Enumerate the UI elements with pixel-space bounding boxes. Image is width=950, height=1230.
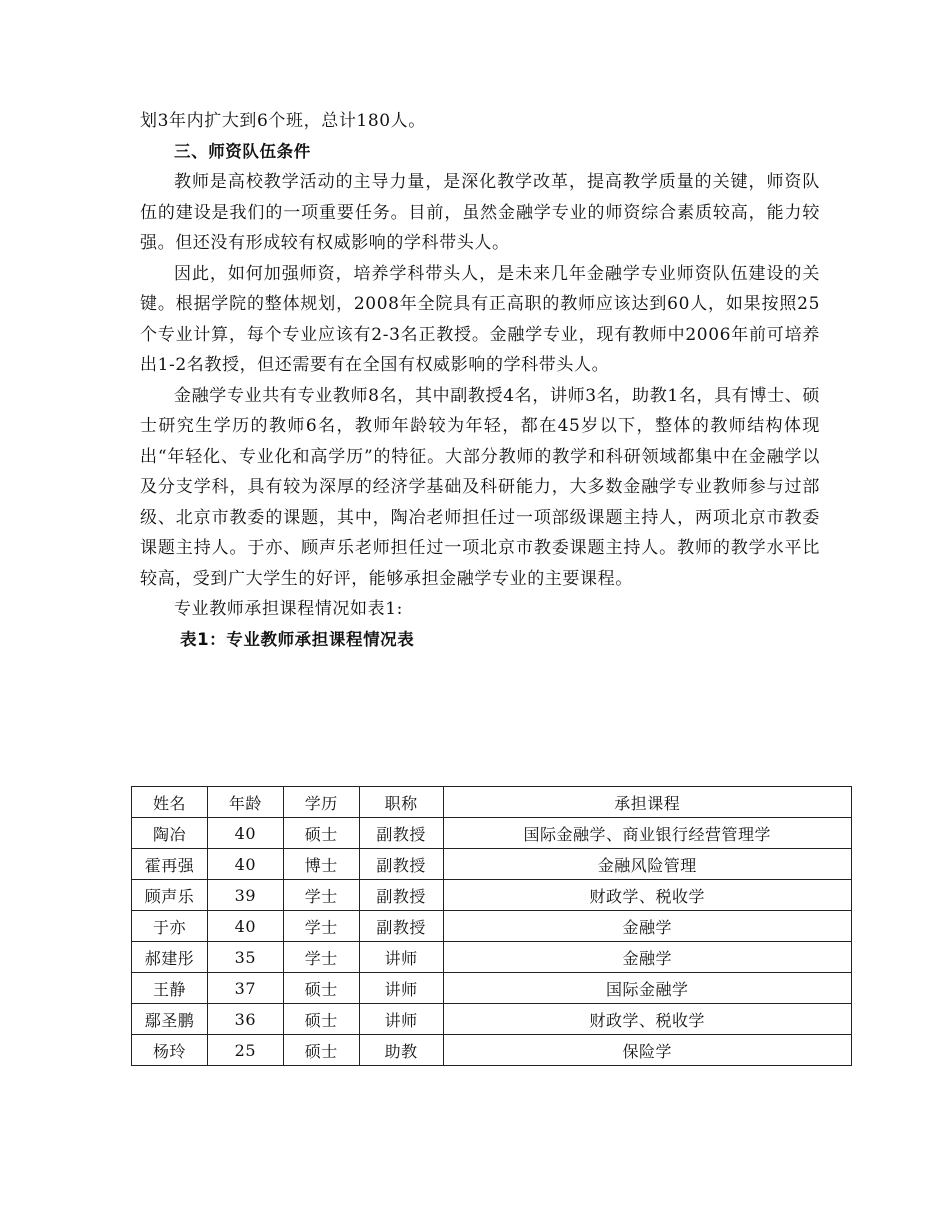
paragraph-continuation: 划3年内扩大到6个班，总计180人。 bbox=[140, 111, 426, 131]
cell-name: 霍再强 bbox=[132, 849, 208, 880]
table-header-row bbox=[132, 787, 852, 818]
cell-name: 鄢圣鹏 bbox=[132, 1004, 208, 1035]
cell-age: 40 bbox=[207, 849, 283, 880]
cell-course: 国际金融学、商业银行经营管理学 bbox=[443, 818, 851, 849]
header-age: 年龄 bbox=[207, 787, 283, 818]
cell-age: 25 bbox=[207, 1035, 283, 1066]
cell-course: 金融学 bbox=[443, 942, 851, 973]
table-row bbox=[132, 818, 852, 849]
cell-name: 郝建彤 bbox=[132, 942, 208, 973]
cell-title: 讲师 bbox=[359, 942, 443, 973]
table-row bbox=[132, 942, 852, 973]
cell-age: 40 bbox=[207, 911, 283, 942]
cell-age: 35 bbox=[207, 942, 283, 973]
table-row bbox=[132, 849, 852, 880]
table-caption: 表1：专业教师承担课程情况表 bbox=[180, 629, 415, 649]
body-text bbox=[140, 106, 820, 655]
cell-age: 36 bbox=[207, 1004, 283, 1035]
cell-course: 金融学 bbox=[443, 911, 851, 942]
paragraph-faculty-plan: 因此，如何加强师资，培养学科带头人，是未来几年金融学专业师资队伍建设的关键。根据学院的整体规划，2008年全院具有正高职的教师应该达到60人，如果按照25个专业计算，每个专业应该有2-3名正教授。金融学专业，现有教师中2006年前可培养出1-2名教授，但还需要有在全国有权威影响的学科带头人。 bbox=[140, 263, 820, 375]
cell-title: 讲师 bbox=[359, 1004, 443, 1035]
cell-course: 保险学 bbox=[443, 1035, 851, 1066]
cell-title: 助教 bbox=[359, 1035, 443, 1066]
cell-age: 40 bbox=[207, 818, 283, 849]
header-course: 承担课程 bbox=[443, 787, 851, 818]
cell-course: 财政学、税收学 bbox=[443, 1004, 851, 1035]
cell-age: 37 bbox=[207, 973, 283, 1004]
cell-age: 39 bbox=[207, 880, 283, 911]
cell-title: 副教授 bbox=[359, 911, 443, 942]
cell-degree: 硕士 bbox=[283, 1035, 359, 1066]
cell-title: 讲师 bbox=[359, 973, 443, 1004]
cell-name: 顾声乐 bbox=[132, 880, 208, 911]
paragraph-faculty-role: 教师是高校教学活动的主导力量，是深化教学改革，提高教学质量的关键，师资队伍的建设是我们的一项重要任务。目前，虽然金融学专业的师资综合素质较高，能力较强。但还没有形成较有权威影响的学科带头人。 bbox=[140, 172, 820, 253]
cell-degree: 硕士 bbox=[283, 1004, 359, 1035]
header-degree: 学历 bbox=[283, 787, 359, 818]
cell-degree: 学士 bbox=[283, 911, 359, 942]
cell-name: 王静 bbox=[132, 973, 208, 1004]
cell-course: 国际金融学 bbox=[443, 973, 851, 1004]
cell-title: 副教授 bbox=[359, 880, 443, 911]
cell-degree: 硕士 bbox=[283, 973, 359, 1004]
paragraph-faculty-profile: 金融学专业共有专业教师8名，其中副教授4名，讲师3名，助教1名，具有博士、硕士研究生学历的教师6名，教师年龄较为年轻，都在45岁以下，整体的教师结构体现出“年轻化、专业化和高学历”的特征。大部分教师的教学和科研领域都集中在金融学以及分支学科，具有较为深厚的经济学基础及科研能力，大多数金融学专业教师参与过部级、北京市教委的课题，其中，陶冶老师担任过一项部级课题主持人，两项北京市教委课题主持人。于亦、顾声乐老师担任过一项北京市教委课题主持人。教师的教学水平比较高，受到广大学生的好评，能够承担金融学专业的主要课程。 bbox=[140, 385, 820, 589]
cell-title: 副教授 bbox=[359, 818, 443, 849]
cell-course: 金融风险管理 bbox=[443, 849, 851, 880]
cell-name: 于亦 bbox=[132, 911, 208, 942]
cell-degree: 学士 bbox=[283, 942, 359, 973]
section-heading: 三、师资队伍条件 bbox=[174, 141, 311, 161]
table-row bbox=[132, 1004, 852, 1035]
header-title: 职称 bbox=[359, 787, 443, 818]
cell-degree: 硕士 bbox=[283, 818, 359, 849]
cell-degree: 学士 bbox=[283, 880, 359, 911]
table-row bbox=[132, 973, 852, 1004]
cell-degree: 博士 bbox=[283, 849, 359, 880]
paragraph-table-intro: 专业教师承担课程情况如表1: bbox=[174, 599, 403, 619]
cell-name: 陶冶 bbox=[132, 818, 208, 849]
table-row bbox=[132, 880, 852, 911]
teacher-course-table bbox=[131, 786, 852, 1066]
cell-title: 副教授 bbox=[359, 849, 443, 880]
cell-course: 财政学、税收学 bbox=[443, 880, 851, 911]
table-row bbox=[132, 911, 852, 942]
cell-name: 杨玲 bbox=[132, 1035, 208, 1066]
table-row bbox=[132, 1035, 852, 1066]
header-name: 姓名 bbox=[132, 787, 208, 818]
